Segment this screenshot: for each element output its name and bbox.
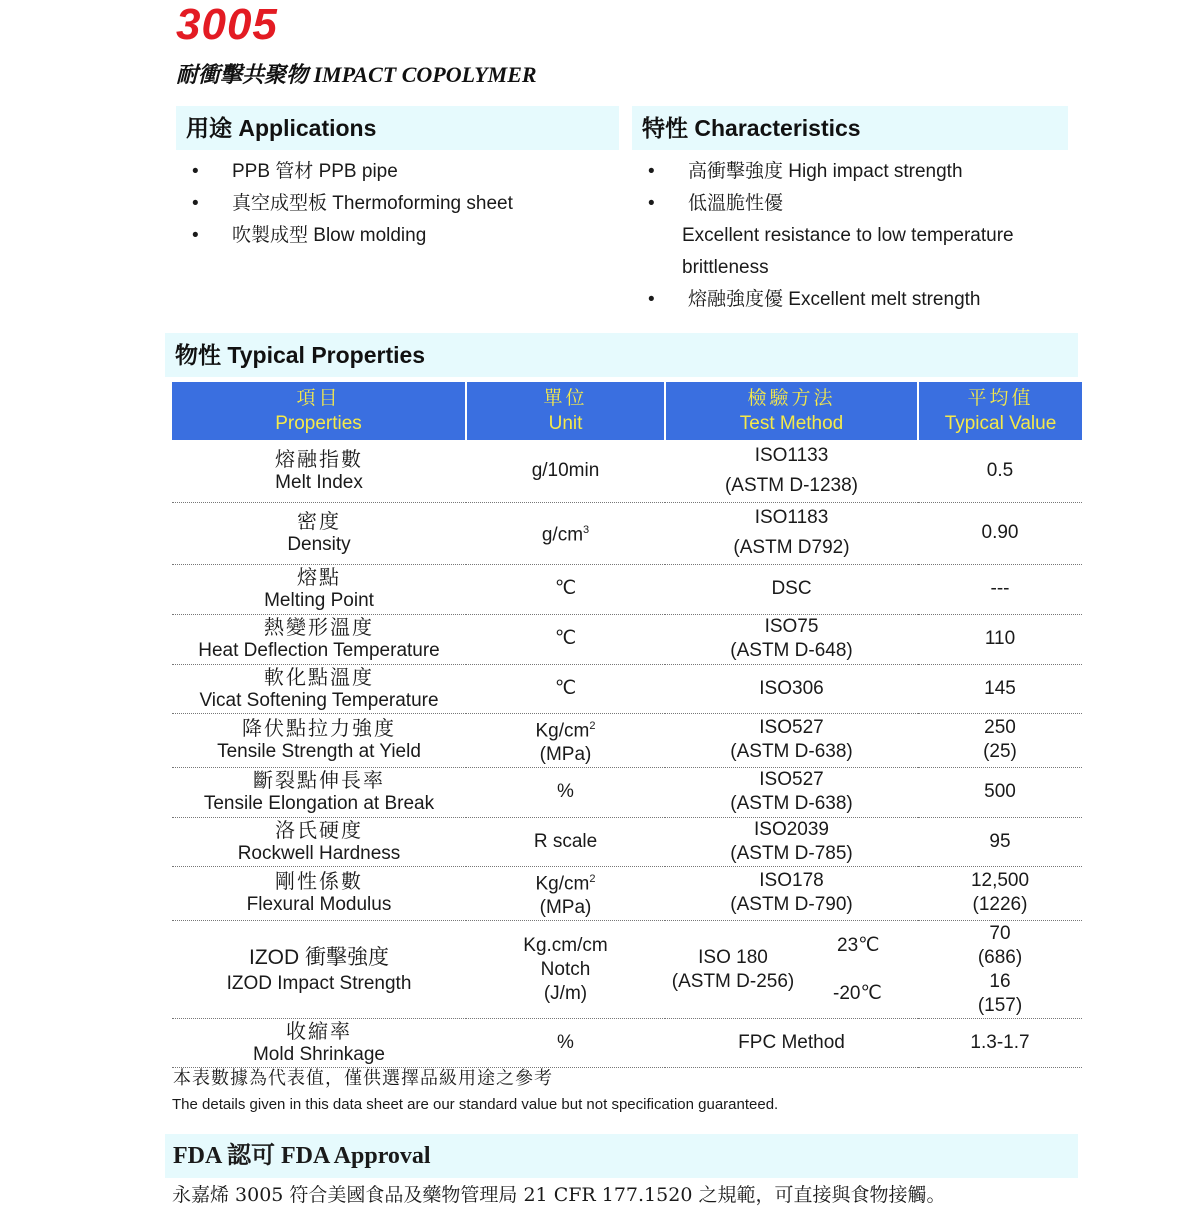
col-header-value: 平均值 Typical Value xyxy=(918,382,1082,440)
table-row: 剛性係數 Flexural Modulus $Kg/cm^2$ (MPa) ISO178 (ASTM D-790) 12,500 (1226) xyxy=(172,866,1082,920)
list-item: • 高衝擊強度 High impact strength xyxy=(648,156,1068,188)
list-item: • PPB 管材 PPB pipe xyxy=(192,156,612,188)
list-item: • 真空成型板 Thermoforming sheet xyxy=(192,188,612,220)
bullet-icon: • xyxy=(192,161,199,182)
table-row: 斷裂點伸長率 Tensile Elongation at Break % ISO527 (ASTM D-638) 500 xyxy=(172,767,1082,817)
col-header-method: 檢驗方法 Test Method xyxy=(665,382,918,440)
bullet-icon: • xyxy=(192,193,199,214)
table-row: 洛氏硬度 Rockwell Hardness R scale ISO2039 (ASTM D-785) 95 xyxy=(172,817,1082,866)
properties-table xyxy=(172,382,1082,1068)
table-header-row xyxy=(172,382,1082,440)
applications-band xyxy=(176,106,619,150)
list-item: • 吹製成型 Blow molding xyxy=(192,220,612,252)
list-item: • 低溫脆性優 Excellent resistance to low temperature brittleness xyxy=(648,188,1068,284)
fda-band xyxy=(165,1134,1078,1178)
properties-band xyxy=(165,333,1078,377)
table-row: 密度 Density $g/cm^3$ ISO1183 (ASTM D792) 0.90 xyxy=(172,502,1082,564)
table-row: 降伏點拉力強度 Tensile Strength at Yield $Kg/cm^2$ (MPa) ISO527 (ASTM D-638) 250 (25) xyxy=(172,713,1082,767)
applications-title: 用途 Applications xyxy=(186,115,377,141)
note-chinese: 本表數據為代表值，僅供選擇品級用途之參考 xyxy=(173,1068,553,1089)
table-row: 熱變形溫度 Heat Deflection Temperature ℃ ISO75 (ASTM D-648) 110 xyxy=(172,614,1082,664)
fda-text: 永嘉烯 3005 符合美國食品及藥物管理局 21 CFR 177.1520 之規範，可直接與食物接觸。 xyxy=(172,1184,946,1206)
table-row: 收縮率 Mold Shrinkage % FPC Method 1.3-1.7 xyxy=(172,1019,1082,1068)
characteristics-list xyxy=(648,156,1068,316)
col-header-unit: 單位 Unit xyxy=(466,382,665,440)
bullet-icon: • xyxy=(192,225,199,246)
applications-list xyxy=(192,156,612,252)
bullet-icon: • xyxy=(648,289,655,310)
note-english: The details given in this data sheet are our standard value but not specification guaranteed. xyxy=(172,1096,779,1113)
col-header-properties: 項目 Properties xyxy=(172,382,466,440)
characteristics-title: 特性 Characteristics xyxy=(642,115,861,141)
table-row: 熔點 Melting Point ℃ DSC --- xyxy=(172,564,1082,614)
bullet-icon: • xyxy=(648,161,655,182)
bullet-icon: • xyxy=(648,193,655,214)
product-subtitle: 耐衝擊共聚物 IMPACT COPOLYMER xyxy=(176,62,537,87)
table-row: 軟化點溫度 Vicat Softening Temperature ℃ ISO306 145 xyxy=(172,664,1082,713)
table-row-izod: IZOD 衝擊強度 IZOD Impact Strength Kg.cm/cm Notch (J/m) ISO 180 (ASTM D-256) 23℃ -20℃ 70 (686) 16 (157) xyxy=(172,921,1082,1019)
table-row: 熔融指數 Melt Index g/10min ISO1133 (ASTM D-1238) 0.5 xyxy=(172,440,1082,502)
properties-title: 物性 Typical Properties xyxy=(175,342,426,368)
product-grade: 3005 xyxy=(176,0,278,49)
fda-title: FDA 認可 FDA Approval xyxy=(173,1143,431,1169)
characteristics-band xyxy=(632,106,1068,150)
list-item: • 熔融強度優 Excellent melt strength xyxy=(648,284,1068,316)
